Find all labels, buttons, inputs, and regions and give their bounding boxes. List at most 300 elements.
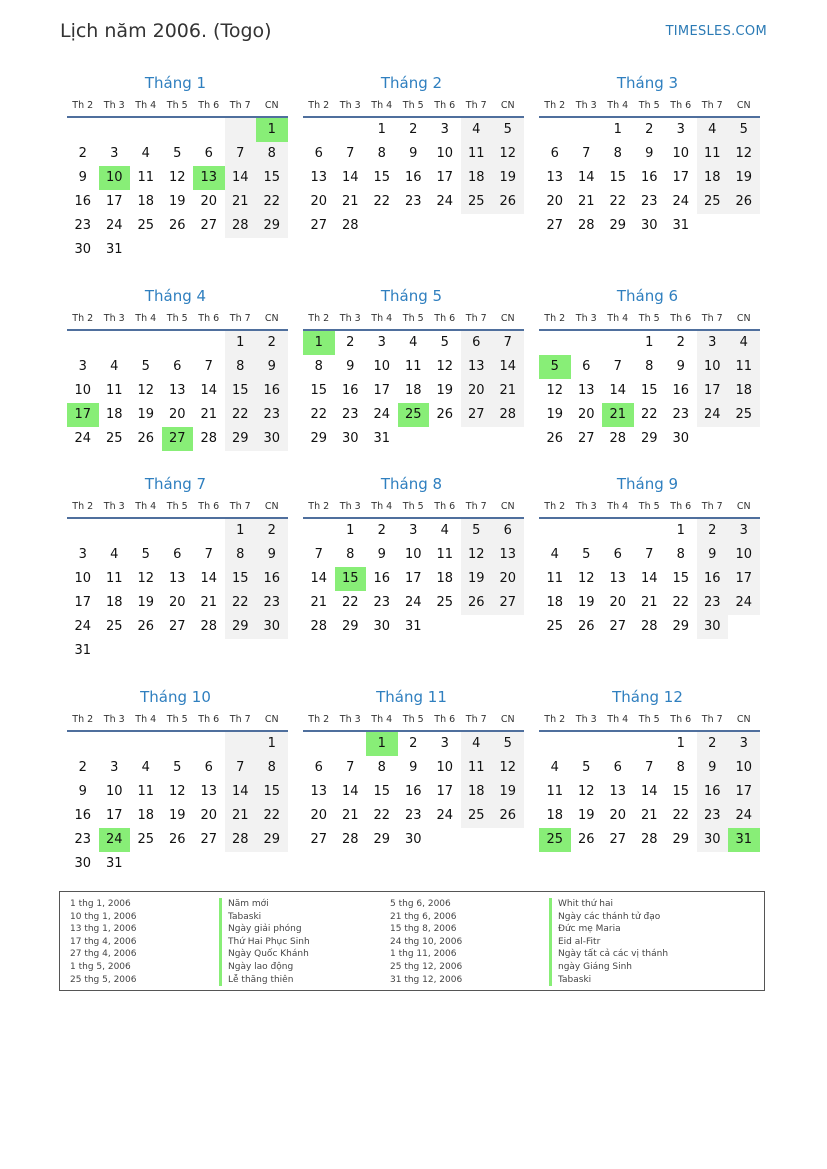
day-cell: 11: [546, 571, 564, 586]
day-cell: 3: [409, 523, 418, 538]
day-cell: 31: [105, 856, 123, 871]
empty-day-cell: [130, 519, 162, 543]
empty-day-cell: [461, 828, 493, 852]
day-cell: 18: [461, 166, 493, 190]
week-row: [67, 331, 288, 355]
day-cell: 4: [141, 146, 150, 161]
day-cell: 1: [346, 523, 355, 538]
day-cell: 7: [492, 331, 524, 355]
weekday-label: Th 5: [166, 714, 188, 725]
day-cell: 15: [256, 166, 288, 190]
week-row: [67, 732, 288, 756]
empty-day-cell: [602, 331, 634, 355]
empty-day-cell: [602, 519, 634, 543]
day-cell: 9: [78, 170, 87, 185]
day-cell: 8: [314, 359, 323, 374]
week-row: [539, 591, 760, 615]
week-row: [303, 732, 524, 756]
day-cell: 6: [613, 760, 622, 775]
legend-holiday-name: Lễ thăng thiên: [219, 974, 310, 987]
day-cell: 14: [609, 383, 627, 398]
weekday-label: Th 6: [198, 714, 220, 725]
day-cell: 3: [78, 547, 87, 562]
legend-dates-left: [70, 898, 136, 986]
holiday-day-cell: 21: [602, 403, 634, 427]
empty-day-cell: [99, 639, 131, 663]
empty-day-cell: [492, 615, 524, 639]
day-cell: 27: [168, 619, 186, 634]
day-cell: 10: [728, 756, 760, 780]
week-row: [539, 543, 760, 567]
day-cell: 11: [436, 547, 454, 562]
day-cell: 10: [728, 543, 760, 567]
empty-day-cell: [461, 427, 493, 451]
month-title: Tháng 2: [380, 74, 443, 92]
day-cell: 7: [346, 146, 355, 161]
day-cell: 4: [550, 760, 559, 775]
day-cell: 23: [697, 591, 729, 615]
day-cell: 8: [346, 547, 355, 562]
day-cell: 29: [640, 431, 658, 446]
day-cell: 22: [256, 804, 288, 828]
legend-holiday-name: Đức mẹ Maria: [549, 923, 668, 936]
weekday-label: Th 3: [339, 100, 361, 111]
weekday-label: CN: [500, 313, 515, 324]
legend-names-right: [549, 898, 668, 986]
day-cell: 18: [436, 571, 454, 586]
day-cell: 13: [168, 383, 186, 398]
empty-day-cell: [303, 519, 335, 543]
day-cell: 11: [728, 355, 760, 379]
holiday-legend: [59, 891, 765, 991]
day-cell: 28: [492, 403, 524, 427]
day-cell: 2: [697, 519, 729, 543]
weekday-header: [539, 499, 760, 515]
day-cell: 1: [225, 519, 257, 543]
week-row: [67, 519, 288, 543]
week-row: [303, 403, 524, 427]
weekday-label: Th 2: [72, 100, 94, 111]
day-cell: 29: [225, 427, 257, 451]
day-cell: 28: [200, 431, 218, 446]
day-cell: 4: [110, 547, 119, 562]
day-cell: 20: [609, 595, 627, 610]
day-cell: 22: [373, 808, 391, 823]
weekday-label: CN: [500, 100, 515, 111]
day-cell: 13: [200, 784, 218, 799]
weekday-label: Th 6: [198, 100, 220, 111]
weekday-label: Th 4: [135, 313, 157, 324]
weekday-label: Th 5: [166, 501, 188, 512]
day-cell: 10: [373, 359, 391, 374]
day-cell: 24: [74, 619, 92, 634]
weekday-label: Th 5: [638, 100, 660, 111]
day-cell: 1: [676, 523, 685, 538]
day-cell: 9: [409, 146, 418, 161]
day-cell: 30: [404, 832, 422, 847]
day-cell: 16: [373, 571, 391, 586]
day-cell: 2: [78, 760, 87, 775]
week-row: [539, 166, 760, 190]
day-cell: 23: [697, 804, 729, 828]
day-cell: 20: [200, 194, 218, 209]
day-cell: 2: [256, 519, 288, 543]
day-cell: 7: [346, 760, 355, 775]
day-cell: 23: [373, 595, 391, 610]
day-cell: 15: [256, 780, 288, 804]
day-cell: 26: [577, 619, 595, 634]
weekday-label: Th 2: [308, 714, 330, 725]
week-row: [539, 331, 760, 355]
empty-day-cell: [303, 732, 335, 756]
day-cell: 18: [546, 595, 564, 610]
day-cell: 26: [168, 832, 186, 847]
day-cell: 7: [204, 547, 213, 562]
day-cell: 2: [256, 331, 288, 355]
day-cell: 19: [492, 166, 524, 190]
empty-day-cell: [461, 214, 493, 238]
day-cell: 1: [676, 736, 685, 751]
week-row: [67, 804, 288, 828]
day-cell: 19: [168, 808, 186, 823]
day-cell: 24: [728, 591, 760, 615]
empty-day-cell: [571, 732, 603, 756]
empty-day-cell: [225, 118, 257, 142]
month-title: Tháng 8: [380, 475, 443, 493]
day-cell: 23: [404, 194, 422, 209]
legend-holiday-date: 25 thg 12, 2006: [390, 961, 463, 972]
weekday-label: CN: [500, 714, 515, 725]
weekday-label: Th 6: [670, 313, 692, 324]
legend-holiday-date: 17 thg 4, 2006: [70, 936, 137, 947]
day-cell: 1: [613, 122, 622, 137]
day-cell: 10: [672, 146, 690, 161]
holiday-day-cell: 25: [539, 828, 571, 852]
week-row: [539, 828, 760, 852]
day-cell: 20: [461, 379, 493, 403]
day-cell: 5: [582, 760, 591, 775]
day-cell: 20: [168, 595, 186, 610]
holiday-day-cell: 5: [539, 355, 571, 379]
weekday-label: Th 3: [103, 714, 125, 725]
day-cell: 2: [676, 335, 685, 350]
week-row: [303, 166, 524, 190]
legend-holiday-date: 1 thg 1, 2006: [70, 899, 131, 909]
month-title: Tháng 1: [144, 74, 207, 92]
day-cell: 7: [225, 142, 257, 166]
day-cell: 30: [697, 828, 729, 852]
empty-day-cell: [571, 519, 603, 543]
day-cell: 2: [409, 122, 418, 137]
month-calendar: [539, 686, 760, 852]
weekday-label: Th 7: [229, 714, 251, 725]
day-cell: 5: [141, 359, 150, 374]
day-cell: 21: [492, 379, 524, 403]
day-cell: 29: [672, 832, 690, 847]
day-cell: 23: [74, 832, 92, 847]
weekday-label: Th 3: [103, 313, 125, 324]
week-row: [303, 355, 524, 379]
empty-day-cell: [130, 118, 162, 142]
month-calendar: [303, 72, 524, 238]
week-row: [539, 403, 760, 427]
day-cell: 9: [676, 359, 685, 374]
month-title: Tháng 6: [616, 287, 679, 305]
legend-holiday-name: Eid al-Fitr: [549, 936, 668, 949]
empty-day-cell: [130, 238, 162, 262]
day-cell: 5: [492, 118, 524, 142]
day-cell: 10: [436, 146, 454, 161]
day-cell: 24: [74, 431, 92, 446]
day-cell: 4: [550, 547, 559, 562]
week-row: [67, 427, 288, 451]
week-row: [303, 379, 524, 403]
day-cell: 28: [341, 218, 359, 233]
legend-dates-right: [390, 898, 462, 986]
day-cell: 6: [492, 519, 524, 543]
day-cell: 6: [613, 547, 622, 562]
day-cell: 12: [436, 359, 454, 374]
day-cell: 12: [546, 383, 564, 398]
weekday-label: CN: [500, 501, 515, 512]
day-cell: 19: [728, 166, 760, 190]
empty-day-cell: [67, 732, 99, 756]
holiday-day-cell: 17: [67, 403, 99, 427]
empty-day-cell: [571, 118, 603, 142]
legend-holiday-name: Tabaski: [219, 911, 310, 924]
day-cell: 15: [609, 170, 627, 185]
day-cell: 16: [697, 567, 729, 591]
day-cell: 13: [609, 571, 627, 586]
week-row: [67, 238, 288, 262]
day-cell: 12: [137, 571, 155, 586]
day-cell: 19: [492, 780, 524, 804]
day-cell: 7: [225, 756, 257, 780]
week-row: [67, 190, 288, 214]
day-cell: 14: [225, 780, 257, 804]
week-row: [67, 615, 288, 639]
legend-holiday-date: 24 thg 10, 2006: [390, 936, 463, 947]
day-cell: 15: [672, 571, 690, 586]
weekday-label: Th 2: [308, 501, 330, 512]
empty-day-cell: [67, 519, 99, 543]
week-row: [539, 214, 760, 238]
weekday-label: Th 2: [544, 501, 566, 512]
day-cell: 17: [436, 784, 454, 799]
weekday-label: Th 5: [638, 714, 660, 725]
empty-day-cell: [539, 331, 571, 355]
day-cell: 13: [609, 784, 627, 799]
day-cell: 12: [577, 571, 595, 586]
weekday-label: Th 2: [544, 714, 566, 725]
weekday-label: Th 6: [670, 501, 692, 512]
day-cell: 17: [697, 379, 729, 403]
day-cell: 14: [341, 784, 359, 799]
week-row: [303, 214, 524, 238]
day-cell: 5: [728, 118, 760, 142]
day-cell: 7: [645, 547, 654, 562]
empty-day-cell: [99, 519, 131, 543]
week-row: [67, 166, 288, 190]
day-cell: 23: [341, 407, 359, 422]
legend-holiday-date: 31 thg 12, 2006: [390, 974, 463, 985]
empty-day-cell: [130, 852, 162, 876]
day-cell: 1: [256, 732, 288, 756]
day-cell: 14: [640, 571, 658, 586]
legend-holiday-date: 21 thg 6, 2006: [390, 911, 457, 922]
weekday-label: Th 3: [339, 501, 361, 512]
day-cell: 15: [640, 383, 658, 398]
day-cell: 15: [373, 170, 391, 185]
day-cell: 16: [74, 194, 92, 209]
day-cell: 12: [168, 784, 186, 799]
week-row: [539, 190, 760, 214]
weekday-label: Th 6: [198, 501, 220, 512]
weekday-label: CN: [736, 100, 751, 111]
empty-day-cell: [335, 732, 367, 756]
day-cell: 19: [168, 194, 186, 209]
month-title: Tháng 10: [140, 688, 211, 706]
day-cell: 16: [256, 567, 288, 591]
day-cell: 31: [672, 218, 690, 233]
day-cell: 7: [645, 760, 654, 775]
day-cell: 13: [577, 383, 595, 398]
weekday-label: Th 4: [371, 313, 393, 324]
day-cell: 28: [640, 619, 658, 634]
day-cell: 19: [137, 595, 155, 610]
day-cell: 22: [225, 591, 257, 615]
empty-day-cell: [67, 118, 99, 142]
week-row: [67, 591, 288, 615]
day-cell: 25: [436, 595, 454, 610]
empty-day-cell: [728, 427, 760, 451]
weekday-label: CN: [736, 714, 751, 725]
month-title: Tháng 12: [612, 688, 683, 706]
empty-day-cell: [162, 639, 194, 663]
day-cell: 8: [225, 543, 257, 567]
day-cell: 24: [404, 595, 422, 610]
day-cell: 3: [728, 732, 760, 756]
weekday-label: CN: [264, 714, 279, 725]
day-cell: 19: [577, 595, 595, 610]
weekday-label: Th 4: [371, 100, 393, 111]
week-row: [67, 118, 288, 142]
day-cell: 9: [256, 543, 288, 567]
legend-holiday-date: 25 thg 5, 2006: [70, 974, 137, 985]
day-cell: 21: [225, 190, 257, 214]
empty-day-cell: [602, 732, 634, 756]
day-cell: 27: [200, 218, 218, 233]
legend-holiday-date: 1 thg 11, 2006: [390, 949, 457, 960]
week-row: [67, 142, 288, 166]
empty-day-cell: [728, 615, 760, 639]
day-cell: 29: [373, 832, 391, 847]
day-cell: 25: [137, 218, 155, 233]
weekday-label: Th 3: [575, 714, 597, 725]
day-cell: 4: [141, 760, 150, 775]
week-row: [539, 379, 760, 403]
empty-day-cell: [193, 639, 225, 663]
day-cell: 12: [728, 142, 760, 166]
week-row: [303, 331, 524, 355]
day-cell: 1: [645, 335, 654, 350]
day-cell: 24: [436, 808, 454, 823]
day-cell: 12: [577, 784, 595, 799]
day-cell: 15: [225, 379, 257, 403]
holiday-day-cell: 1: [303, 331, 335, 355]
weekday-label: Th 6: [198, 313, 220, 324]
day-cell: 16: [697, 780, 729, 804]
empty-day-cell: [366, 214, 398, 238]
day-cell: 26: [137, 431, 155, 446]
day-cell: 4: [409, 335, 418, 350]
day-cell: 26: [461, 591, 493, 615]
day-cell: 24: [373, 407, 391, 422]
legend-holiday-date: 13 thg 1, 2006: [70, 924, 137, 935]
weekday-label: Th 4: [607, 714, 629, 725]
day-cell: 5: [141, 547, 150, 562]
legend-holiday-name: Ngày tất cả các vị thánh: [549, 948, 668, 961]
empty-day-cell: [492, 828, 524, 852]
weekday-label: Th 7: [701, 100, 723, 111]
legend-holiday-name: Ngày giải phóng: [219, 923, 310, 936]
week-row: [67, 403, 288, 427]
holiday-day-cell: 13: [193, 166, 225, 190]
day-cell: 15: [373, 784, 391, 799]
day-cell: 23: [672, 407, 690, 422]
week-row: [303, 427, 524, 451]
day-cell: 2: [78, 146, 87, 161]
day-cell: 6: [314, 146, 323, 161]
day-cell: 3: [377, 335, 386, 350]
day-cell: 28: [609, 431, 627, 446]
day-cell: 10: [404, 547, 422, 562]
day-cell: 3: [440, 736, 449, 751]
day-cell: 20: [200, 808, 218, 823]
weekday-label: Th 5: [402, 100, 424, 111]
weekday-label: Th 2: [544, 100, 566, 111]
day-cell: 3: [110, 760, 119, 775]
empty-day-cell: [539, 118, 571, 142]
week-row: [67, 567, 288, 591]
empty-day-cell: [697, 214, 729, 238]
day-cell: 7: [314, 547, 323, 562]
day-cell: 29: [256, 214, 288, 238]
day-cell: 11: [697, 142, 729, 166]
empty-day-cell: [398, 214, 430, 238]
week-row: [539, 756, 760, 780]
legend-holiday-name: Thứ Hai Phục Sinh: [219, 936, 310, 949]
weekday-label: Th 4: [135, 100, 157, 111]
weekday-label: Th 6: [434, 501, 456, 512]
site-link[interactable]: TIMESLES.COM: [665, 24, 767, 39]
day-cell: 27: [609, 619, 627, 634]
week-row: [303, 519, 524, 543]
weekday-label: Th 4: [607, 313, 629, 324]
empty-day-cell: [162, 331, 194, 355]
day-cell: 28: [640, 832, 658, 847]
empty-day-cell: [697, 427, 729, 451]
day-cell: 20: [609, 808, 627, 823]
day-cell: 9: [78, 784, 87, 799]
week-row: [539, 615, 760, 639]
day-cell: 17: [373, 383, 391, 398]
day-cell: 29: [672, 619, 690, 634]
empty-day-cell: [99, 118, 131, 142]
empty-day-cell: [398, 427, 430, 451]
day-cell: 13: [546, 170, 564, 185]
day-cell: 6: [173, 359, 182, 374]
